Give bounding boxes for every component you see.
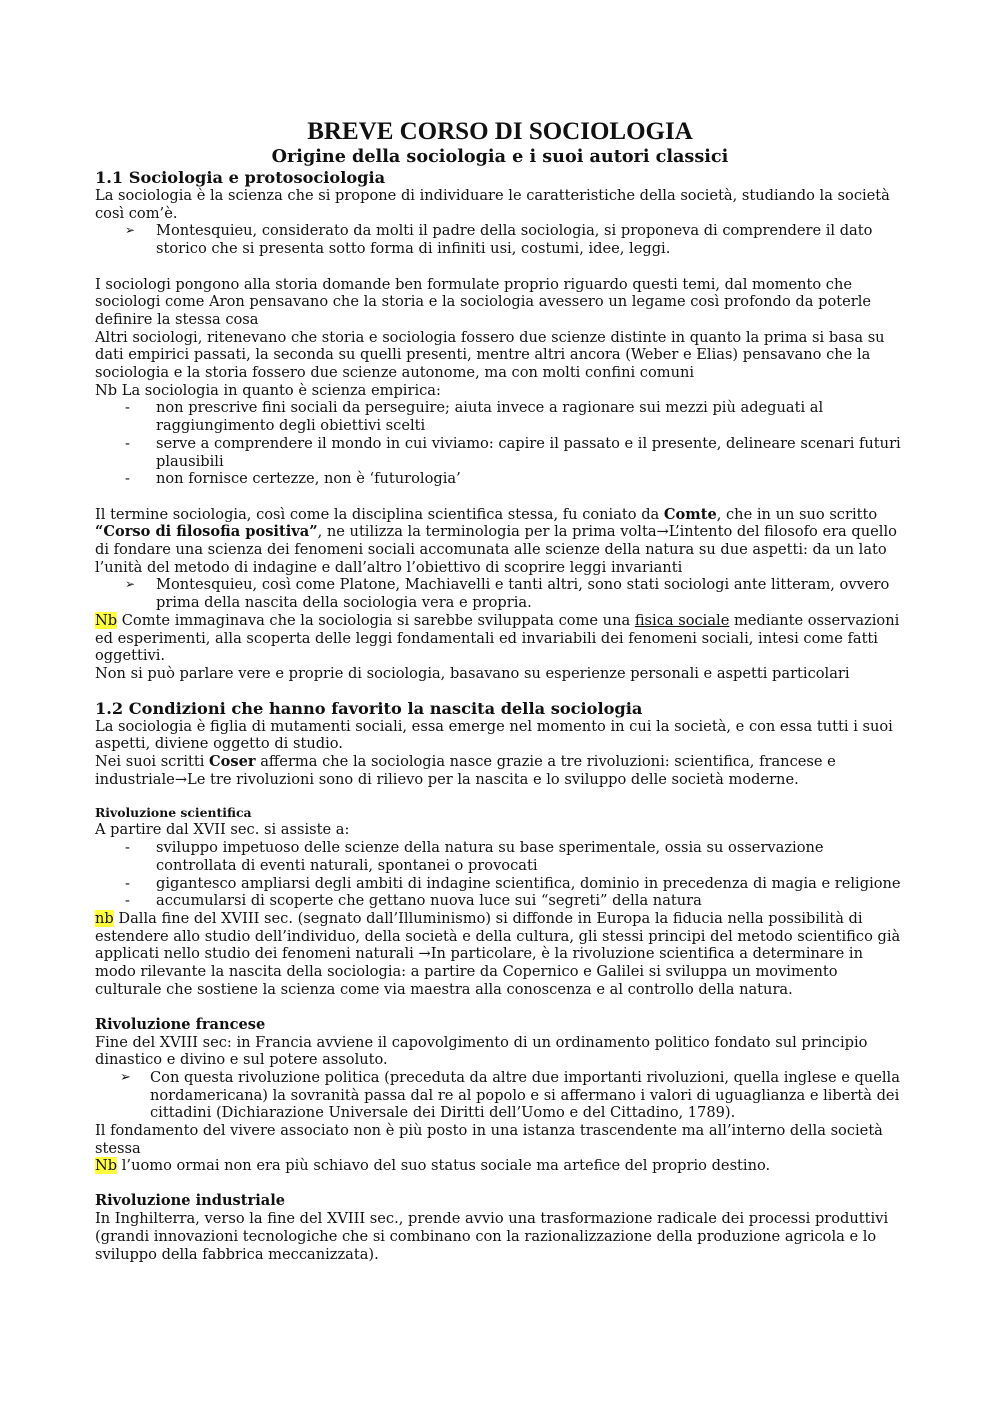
arrow-bullet-icon: ➢ [125, 223, 136, 238]
paragraph-comte [95, 506, 905, 577]
paragraph-coser [95, 753, 905, 788]
text-run: , che in un suo scritto [716, 505, 878, 523]
dash-bullet-icon: - [125, 874, 130, 892]
text-run: In particolare, è la rivoluzione scientifica a determinare in modo rilevante la nascita della sociologia: a partire da Copernico e Galilei si sviluppa un movimento culturale che sostiene la scienza come via maestra alla conoscenza e al controllo della natura. [95, 945, 863, 998]
section-heading-1-2: 1.2 Condizioni che hanno favorito la nascita della sociologia [95, 698, 643, 718]
nb-highlight: Nb [95, 611, 118, 629]
text-run: Dalla fine del XVIII sec. (segnato dall’Illuminismo) si diffonde in Europa la fiducia nella possibilità di estendere allo studio dell’individuo, della società e della cultura, gli stessi principi del metodo scientifico già applicati nello studio dei fenomeni naturali [95, 909, 901, 963]
paragraph: La sociologia è la scienza che si propone di individuare le caratteristiche della società, studiando la società così com’è. [95, 187, 890, 222]
list-item [95, 839, 905, 874]
list-item-text: non prescrive fini sociali da perseguire; aiuta invece a ragionare sui mezzi più adeguati al raggiungimento degli obiettivi scelti [156, 399, 824, 435]
dash-bullet-icon: - [125, 892, 130, 910]
section-heading-1-1: 1.1 Sociologia e protosociologia [95, 168, 386, 187]
paragraph: I sociologi pongono alla storia domande ben formulate proprio riguardo questi temi, dal momento che sociologi come Aron pensavano che la storia e la sociologia avessero un legame così profondo da poterle definire la stessa cosa [95, 275, 872, 328]
dash-bullet-icon: - [125, 839, 130, 857]
list-item [95, 892, 905, 910]
subheading-francese: Rivoluzione francese [95, 1015, 266, 1033]
underlined-term: fisica sociale [634, 611, 730, 629]
dash-bullet-icon: - [125, 434, 130, 452]
arrow-icon: → [418, 945, 431, 963]
list-item-text: sviluppo impetuoso delle scienze della natura su base sperimentale, ossia su osservazione controllata di eventi naturali, spontanei o provocati [156, 839, 824, 874]
list-item [95, 1069, 905, 1122]
paragraph: In Inghilterra, verso la fine del XVIII sec., prende avvio una trasformazione radicale dei processi produttivi (grandi innovazioni tecnologiche che si combinano con la razionalizzazione della produzione agricola e lo sviluppo della fabbrica meccanizzata). [95, 1210, 889, 1263]
paragraph: Non si può parlare vere e proprie di sociologia, basavano su esperienze personali e aspetti particolari [95, 664, 850, 682]
paragraph-nb [95, 612, 905, 665]
list-item [95, 875, 905, 893]
bullet-list [95, 222, 905, 257]
nb-highlight: nb [95, 909, 114, 927]
nb-highlight: Nb [95, 1157, 118, 1175]
paragraph: La sociologia è figlia di mutamenti sociali, essa emerge nel momento in cui la società, e con essa tutti i suoi aspetti, diviene oggetto di studio. [95, 717, 893, 753]
bold-coser: Coser [209, 753, 256, 771]
text-run: Nei suoi scritti [95, 753, 210, 771]
text-run: , ne utilizza la terminologia per la prima volta [317, 523, 657, 541]
list-item-text: Con questa rivoluzione politica (preceduta da altre due importanti rivoluzioni, quella inglese e quella nordamericana) la sovranità passa dal re al popolo e si affermano i valori di uguaglianza e libertà dei cittadini (Dichiarazione Universale dei Diritti dell’Uomo e del Cittadino, 1789). [150, 1068, 900, 1122]
list-item-text: Montesquieu, considerato da molti il padre della sociologia, si proponeva di comprendere il dato storico che si presenta sotto forma di infiniti usi, costumi, idee, leggi. [156, 222, 873, 258]
paragraph: Fine del XVIII sec: in Francia avviene il capovolgimento di un ordinamento politico fondato sul principio dinastico e divino e sul potere assoluto. [95, 1033, 868, 1069]
dash-list [95, 839, 905, 910]
list-item [95, 470, 905, 488]
paragraph: Altri sociologi, ritenevano che storia e sociologia fossero due scienze distinte in quanto la prima si basa su dati empirici passati, la seconda su quelli presenti, mentre altri ancora (Weber e Elias) pensavano che la sociologia e la storia fossero due scienze autonome, ma con molti confini comuni [95, 328, 885, 382]
bullet-list [95, 1069, 905, 1122]
paragraph-nb [95, 910, 905, 999]
paragraph: A partire dal XVII sec. si assiste a: [95, 821, 350, 839]
paragraph: Nb La sociologia in quanto è scienza empirica: [95, 381, 441, 399]
dash-bullet-icon: - [125, 470, 130, 488]
arrow-icon: → [174, 770, 188, 788]
list-item-text: accumularsi di scoperte che gettano nuova luce sui “segreti” della natura [156, 892, 702, 910]
list-item-text: serve a comprendere il mondo in cui viviamo: capire il passato e il presente, delineare scenari futuri plausibili [156, 434, 901, 470]
list-item [95, 399, 905, 434]
bold-comte: Comte [663, 505, 717, 523]
bullet-list [95, 576, 905, 611]
list-item [95, 222, 905, 257]
text-run: l’uomo ormai non era più schiavo del suo status sociale ma artefice del proprio destino. [117, 1157, 771, 1175]
arrow-bullet-icon: ➢ [120, 1069, 131, 1085]
subheading-industriale: Rivoluzione industriale [95, 1192, 286, 1210]
list-item-text: non fornisce certezze, non è ‘futurologia’ [156, 470, 461, 488]
arrow-bullet-icon: ➢ [125, 577, 136, 592]
document-title: BREVE CORSO DI SOCIOLOGIA [307, 118, 693, 145]
bold-work-title: “Corso di filosofia positiva” [95, 523, 318, 541]
text-run: L’intento del filosofo era quello di fondare una scienza dei fenomeni sociali accomunata alle scienze della natura su due aspetti: da un lato l’unità del metodo di indagine e dall’altro l’obiettivo di scoprire leggi invarianti [95, 523, 897, 576]
arrow-icon: → [656, 523, 669, 541]
list-item-text: Montesquieu, così come Platone, Machiavelli e tanti altri, sono stati sociologi ante litteram, ovvero prima della nascita della sociologia vera e propria. [156, 576, 890, 612]
paragraph: Il fondamento del vivere associato non è più posto in una istanza trascendente ma all’interno della società stessa [95, 1122, 883, 1157]
document-subtitle: Origine della sociologia e i suoi autori classici [271, 146, 729, 167]
text-run: Le tre rivoluzioni sono di rilievo per la nascita e lo sviluppo delle società moderne. [187, 770, 799, 788]
paragraph-nb [95, 1157, 905, 1175]
text-run: mediante osservazioni ed esperimenti, alla scoperta delle leggi fondamentali ed invariabili dei fenomeni sociali, intesi come fatti oggettivi. [95, 611, 900, 665]
dash-bullet-icon: - [125, 399, 130, 417]
text-run: Il termine sociologia, così come la disciplina scientifica stessa, fu coniato da [95, 505, 664, 523]
list-item [95, 576, 905, 611]
list-item-text: gigantesco ampliarsi degli ambiti di indagine scientifica, dominio in precedenza di magia e religione [156, 874, 901, 892]
text-run: Comte immaginava che la sociologia si sarebbe sviluppata come una [117, 611, 635, 629]
subheading-scientifica: Rivoluzione scientifica [95, 805, 252, 821]
list-item [95, 435, 905, 470]
text-run: afferma che la sociologia nasce grazie a tre rivoluzioni: scientifica, francese e industriale [95, 753, 836, 788]
dash-list [95, 399, 905, 488]
